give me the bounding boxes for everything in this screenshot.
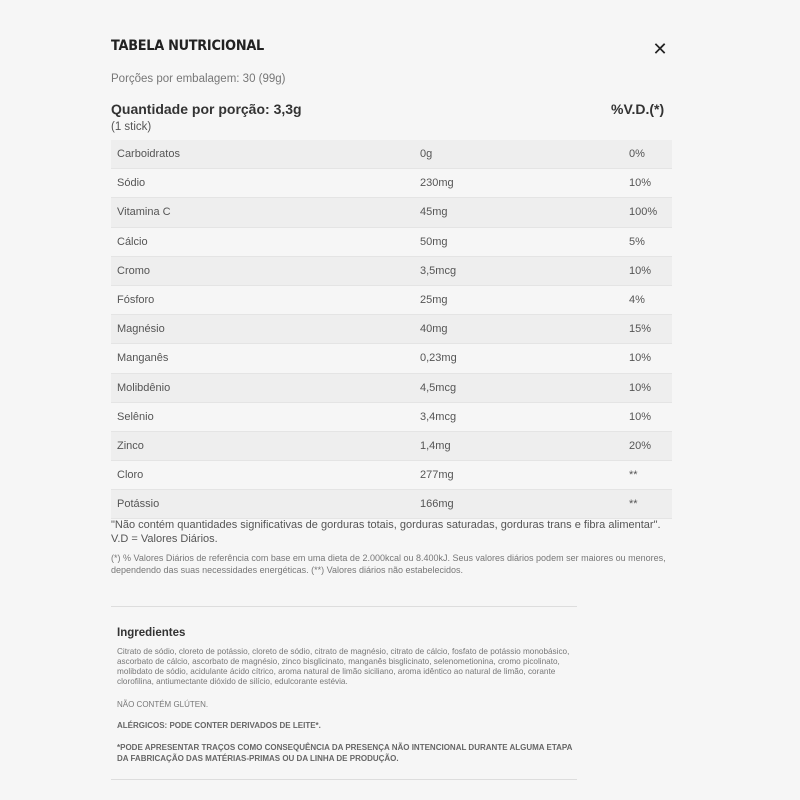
bottom-divider [111, 779, 577, 780]
nutrient-name: Cromo [117, 264, 151, 277]
nutrient-name: Potássio [117, 498, 160, 511]
note-line-2: V.D = Valores Diários. [111, 533, 218, 545]
nutrition-table [111, 140, 672, 519]
nutrient-amount: 0g [420, 148, 433, 160]
nutrient-daily-value: 15% [629, 323, 652, 336]
nutrient-amount: 25mg [420, 293, 448, 306]
nutrient-amount: 230mg [420, 177, 454, 190]
nutrient-name: Cálcio [117, 235, 148, 248]
table-row [111, 490, 672, 519]
nutrient-daily-value: 10% [629, 177, 652, 190]
table-row [111, 315, 672, 344]
nutrient-amount: 3,4mcg [420, 410, 457, 423]
modal-title: TABELA NUTRICIONAL [111, 38, 264, 54]
nutrient-daily-value: 5% [629, 235, 645, 248]
nutrient-name: Molibdênio [117, 381, 171, 394]
nutrient-amount: 40mg [420, 323, 448, 336]
table-row [111, 228, 672, 257]
table-row [111, 432, 672, 461]
table-row [111, 198, 672, 227]
serving-unit: (1 stick) [111, 121, 152, 133]
nutrient-name: Vitamina C [117, 206, 171, 219]
nutrient-amount: 1,4mg [420, 439, 451, 452]
table-row [111, 286, 672, 315]
section-divider [111, 606, 577, 607]
ingredients-title: Ingredientes [117, 627, 186, 639]
note-line-1: "Não contém quantidades significativas de gorduras totais, gorduras saturadas, gorduras trans e fibra alimentar". [111, 519, 661, 531]
table-row [111, 257, 672, 286]
nutrient-amount: 4,5mcg [420, 381, 457, 394]
nutrient-daily-value: 10% [629, 352, 652, 365]
daily-values-footnote: (*) % Valores Diários de referência com base em uma dieta de 2.000kcal ou 8.400kJ. Seus valores diários podem ser maiores ou menores, dependendo das suas necessidades energéticas. (**) Valores diários não estabelecidos. [111, 553, 666, 575]
nutrient-name: Magnésio [117, 323, 165, 336]
nutrient-daily-value: 20% [629, 439, 652, 452]
nutrient-daily-value: ** [629, 469, 638, 482]
nutrient-daily-value: 0% [629, 148, 645, 160]
table-row [111, 169, 672, 198]
nutrient-daily-value: 100% [629, 206, 658, 219]
allergen-notice: ALÉRGICOS: PODE CONTER DERIVADOS DE LEITE*. [117, 721, 321, 730]
nutrient-name: Zinco [117, 439, 144, 452]
nutrient-amount: 50mg [420, 235, 448, 248]
table-row [111, 403, 672, 432]
nutrition-note [111, 518, 671, 546]
nutrient-name: Fósforo [117, 293, 155, 306]
nutrient-name: Carboidratos [117, 148, 180, 160]
nutrient-daily-value: ** [629, 498, 638, 511]
nutrient-name: Manganês [117, 352, 169, 365]
nutrient-daily-value: 10% [629, 264, 652, 277]
nutrient-amount: 0,23mg [420, 352, 457, 365]
nutrient-name: Cloro [117, 469, 144, 482]
table-row [111, 374, 672, 403]
quantity-per-serving-heading: Quantidade por porção: 3,3g [111, 101, 302, 117]
nutrient-amount: 277mg [420, 469, 454, 482]
traces-notice: *PODE APRESENTAR TRAÇOS COMO CONSEQUÊNCIA DA PRESENÇA NÃO INTENCIONAL DURANTE ALGUMA ETAPA DA FABRICAÇÃO DAS MATÉRIAS-PRIMAS OU DA LINHA DE PRODUÇÃO. [117, 743, 573, 763]
close-icon[interactable]: ✕ [652, 39, 668, 59]
table-row [111, 461, 672, 490]
nutrient-amount: 3,5mcg [420, 264, 457, 277]
gluten-notice: NÃO CONTÉM GLÚTEN. [117, 700, 209, 709]
nutrient-daily-value: 10% [629, 381, 652, 394]
table-row [111, 344, 672, 373]
nutrient-daily-value: 4% [629, 293, 645, 306]
table-row [111, 140, 672, 169]
nutrient-amount: 45mg [420, 206, 448, 219]
servings-per-package: Porções por embalagem: 30 (99g) [111, 73, 286, 85]
ingredients-text: Citrato de sódio, cloreto de potássio, cloreto de sódio, citrato de magnésio, citrato de cálcio, fosfato de potássio monobásico, ascorbato de cálcio, ascorbato de magnésio, zinco bisglicinato, manganês bisglicinato, selenometionina, cromo picolinato, molibdato de sódio, acidulante ácido cítrico, aroma natural de limão siciliano, aroma idêntico ao natural de limão, corante clorofilina, antiumectante dióxido de silício, edulcorante estévia. [117, 647, 570, 686]
nutrient-amount: 166mg [420, 498, 454, 511]
daily-value-heading: %V.D.(*) [611, 101, 665, 117]
nutrient-daily-value: 10% [629, 410, 652, 423]
nutrient-name: Selênio [117, 410, 154, 423]
nutrient-name: Sódio [117, 177, 146, 190]
